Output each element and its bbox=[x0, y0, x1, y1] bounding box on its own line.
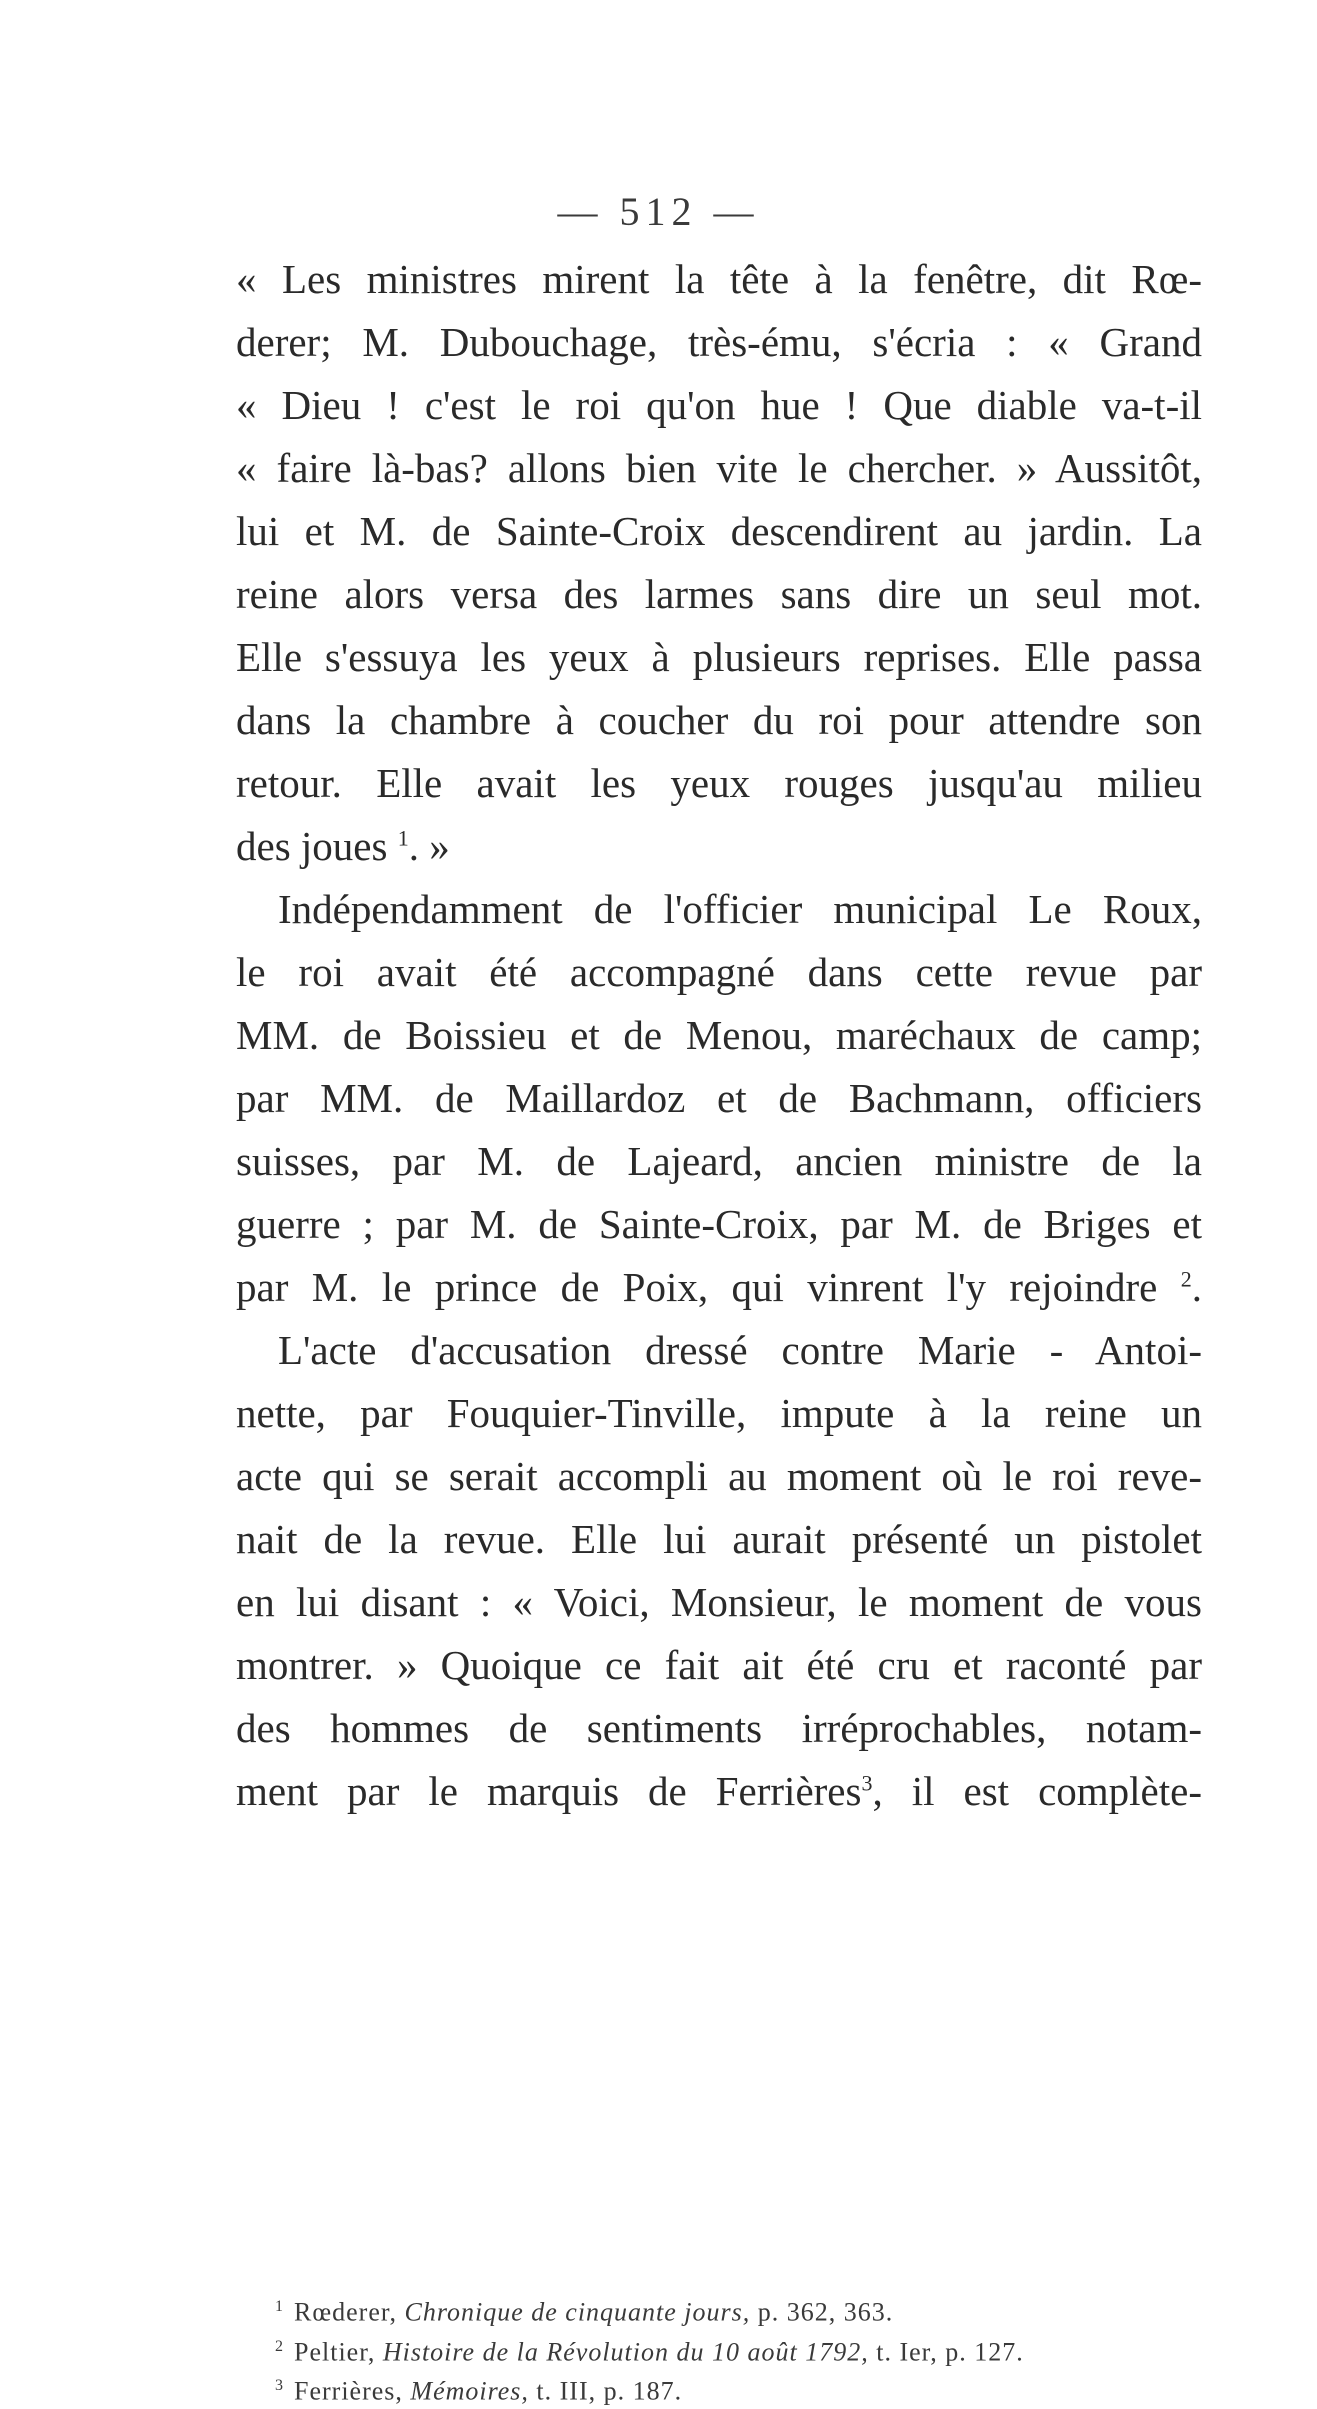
text-segment: . bbox=[1191, 1264, 1202, 1310]
footnote-2 bbox=[275, 2330, 1205, 2370]
footnote-ref: p. 362, 363. bbox=[757, 2297, 894, 2327]
footnote-marker: 3 bbox=[275, 2377, 284, 2395]
text-line bbox=[236, 1256, 1202, 1319]
footnote-ref: t. III, p. 187. bbox=[536, 2376, 683, 2406]
text-segment: par M. le prince de Poix, qui vinrent l'y rejoindre bbox=[236, 1264, 1158, 1310]
text-segment: . » bbox=[408, 823, 450, 869]
text-segment: , il est complète- bbox=[872, 1768, 1202, 1814]
footnote-author: Ferrières, bbox=[294, 2376, 403, 2406]
footnote-title: Chronique de cinquante jours, bbox=[404, 2297, 751, 2327]
footnote-author: Peltier, bbox=[294, 2337, 376, 2367]
text-line: acte qui se serait accompli au moment où le roi reve- bbox=[236, 1453, 1202, 1499]
text-line: des hommes de sentiments irréprochables, notam- bbox=[236, 1705, 1202, 1751]
footnote-marker: 1 bbox=[275, 2298, 284, 2315]
text-line: « Dieu ! c'est le roi qu'on hue ! Que diable va-t-il bbox=[236, 382, 1202, 428]
text-line: suisses, par M. de Lajeard, ancien ministre de la bbox=[236, 1138, 1202, 1184]
text-line: retour. Elle avait les yeux rouges jusqu'au milieu bbox=[236, 760, 1202, 806]
text-line: par MM. de Maillardoz et de Bachmann, officiers bbox=[236, 1075, 1202, 1121]
footnote-ref-1: 1 bbox=[397, 825, 409, 851]
text-line: montrer. » Quoique ce fait ait été cru et raconté par bbox=[236, 1642, 1202, 1688]
text-line: lui et M. de Sainte-Croix descendirent au jardin. La bbox=[236, 508, 1202, 554]
text-line: reine alors versa des larmes sans dire un seul mot. bbox=[236, 571, 1202, 617]
text-line: nait de la revue. Elle lui aurait présenté un pistolet bbox=[236, 1516, 1202, 1562]
text-line: Elle s'essuya les yeux à plusieurs reprises. Elle passa bbox=[236, 634, 1202, 680]
text-line: guerre ; par M. de Sainte-Croix, par M. de Briges et bbox=[236, 1201, 1202, 1247]
text-line: « Les ministres mirent la tête à la fenêtre, dit Rœ- bbox=[236, 256, 1202, 302]
text-segment: des joues bbox=[236, 823, 388, 869]
text-line: L'acte d'accusation dressé contre Marie - Antoi- bbox=[278, 1327, 1202, 1373]
footnote-1 bbox=[275, 2290, 1205, 2330]
text-segment: ment par le marquis de Ferrières bbox=[236, 1768, 862, 1814]
text-line: derer; M. Dubouchage, très-ému, s'écria : « Grand bbox=[236, 319, 1202, 365]
footnote-ref-3: 3 bbox=[861, 1770, 873, 1796]
footnote-marker: 2 bbox=[275, 2337, 284, 2355]
text-line bbox=[236, 815, 1202, 878]
footnote-title: Histoire de la Révolution du 10 août 1792, bbox=[382, 2337, 869, 2367]
footnote-ref: t. Ier, p. 127. bbox=[876, 2337, 1024, 2367]
body-text bbox=[236, 248, 1202, 1823]
text-line: MM. de Boissieu et de Menou, maréchaux de camp; bbox=[236, 1012, 1202, 1058]
footnote-ref-2: 2 bbox=[1180, 1266, 1192, 1292]
footnotes bbox=[275, 2290, 1205, 2409]
text-line: nette, par Fouquier-Tinville, impute à la reine un bbox=[236, 1390, 1202, 1436]
text-line: en lui disant : « Voici, Monsieur, le moment de vous bbox=[236, 1579, 1202, 1625]
text-line bbox=[236, 1760, 1202, 1823]
text-line: le roi avait été accompagné dans cette revue par bbox=[236, 949, 1202, 995]
footnote-title: Mémoires, bbox=[410, 2376, 529, 2406]
footnote-author: Rœderer, bbox=[294, 2297, 397, 2327]
text-line: Indépendamment de l'officier municipal Le Roux, bbox=[278, 886, 1202, 932]
text-line: dans la chambre à coucher du roi pour attendre son bbox=[236, 697, 1202, 743]
text-line: « faire là-bas? allons bien vite le chercher. » Aussitôt, bbox=[236, 445, 1202, 491]
page-number: — 512 — bbox=[557, 189, 760, 234]
footnote-3 bbox=[275, 2369, 1205, 2409]
